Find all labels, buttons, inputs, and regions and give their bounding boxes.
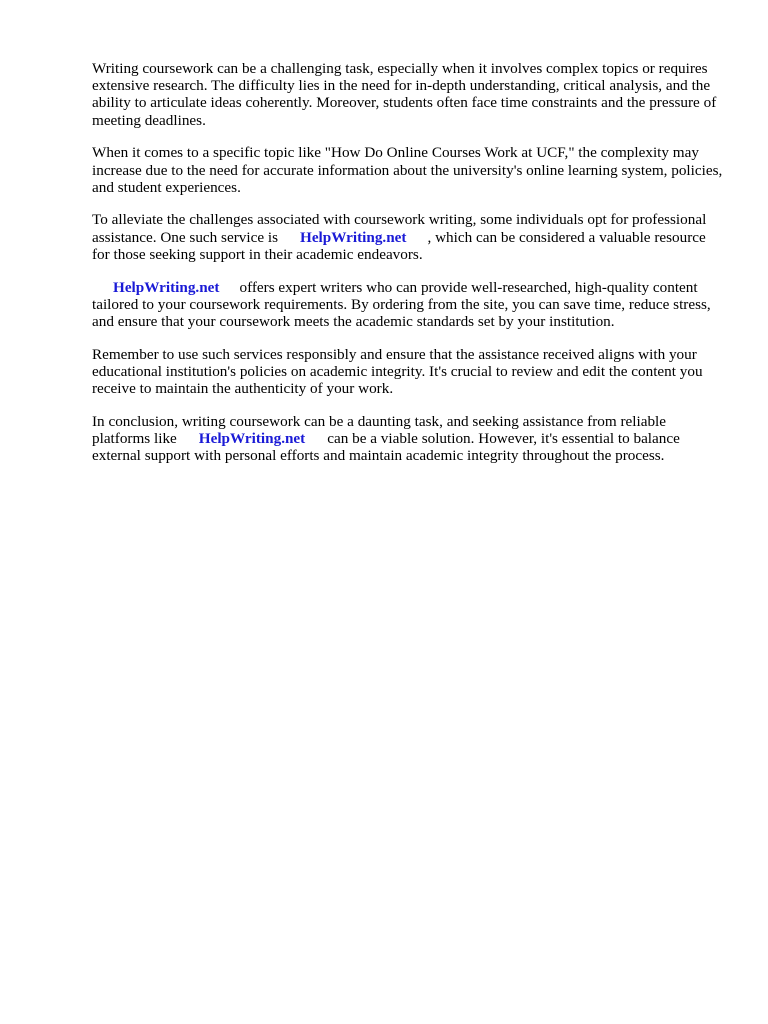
paragraph-service — [92, 211, 726, 263]
paragraph-intro: Writing coursework can be a challenging task, especially when it involves complex topics or requires extensive research. The difficulty lies in the need for in-depth understanding, critical analysis, and the ability to articulate ideas coherently. Moreover, students often face time constraints and the pressure of meeting deadlines. — [92, 60, 717, 129]
paragraph-conclusion — [92, 413, 726, 465]
helpwriting-link-3[interactable]: HelpWriting.net — [198, 429, 306, 447]
paragraph-conclusion-text-after: can be a viable solution. However, it's essential to balance external support with personal efforts and maintain academic integrity throughout the process. — [92, 429, 680, 465]
document-page — [92, 60, 726, 480]
paragraph-topic: When it comes to a specific topic like "How Do Online Courses Work at UCF," the complexity may increase due to the need for accurate information about the university's online learning system, policies, and student experiences. — [92, 144, 723, 196]
paragraph-service-text-before: To alleviate the challenges associated with coursework writing, some individuals opt for professional assistance. One such service is — [92, 211, 707, 246]
helpwriting-link-2[interactable]: HelpWriting.net — [113, 278, 220, 296]
paragraph-responsibility: Remember to use such services responsibly and ensure that the assistance received aligns with your educational institution's policies on academic integrity. It's crucial to review and edit the content you receive to maintain the authenticity of your work. — [92, 345, 703, 398]
paragraph-offers-text: offers expert writers who can provide well-researched, high-quality content tailored to your coursework requirements. By ordering from the site, you can save time, reduce stress, and ensure that your coursework meets the academic standards set by your institution. — [92, 278, 711, 330]
helpwriting-link-1[interactable]: HelpWriting.net — [300, 228, 407, 246]
paragraph-conclusion-text-before: In conclusion, writing coursework can be a daunting task, and seeking assistance from reliable platforms like — [92, 412, 666, 447]
paragraph-service-text-after: , which can be considered a valuable resource for those seeking support in their academic endeavors. — [92, 228, 706, 263]
paragraph-offers — [92, 279, 726, 331]
